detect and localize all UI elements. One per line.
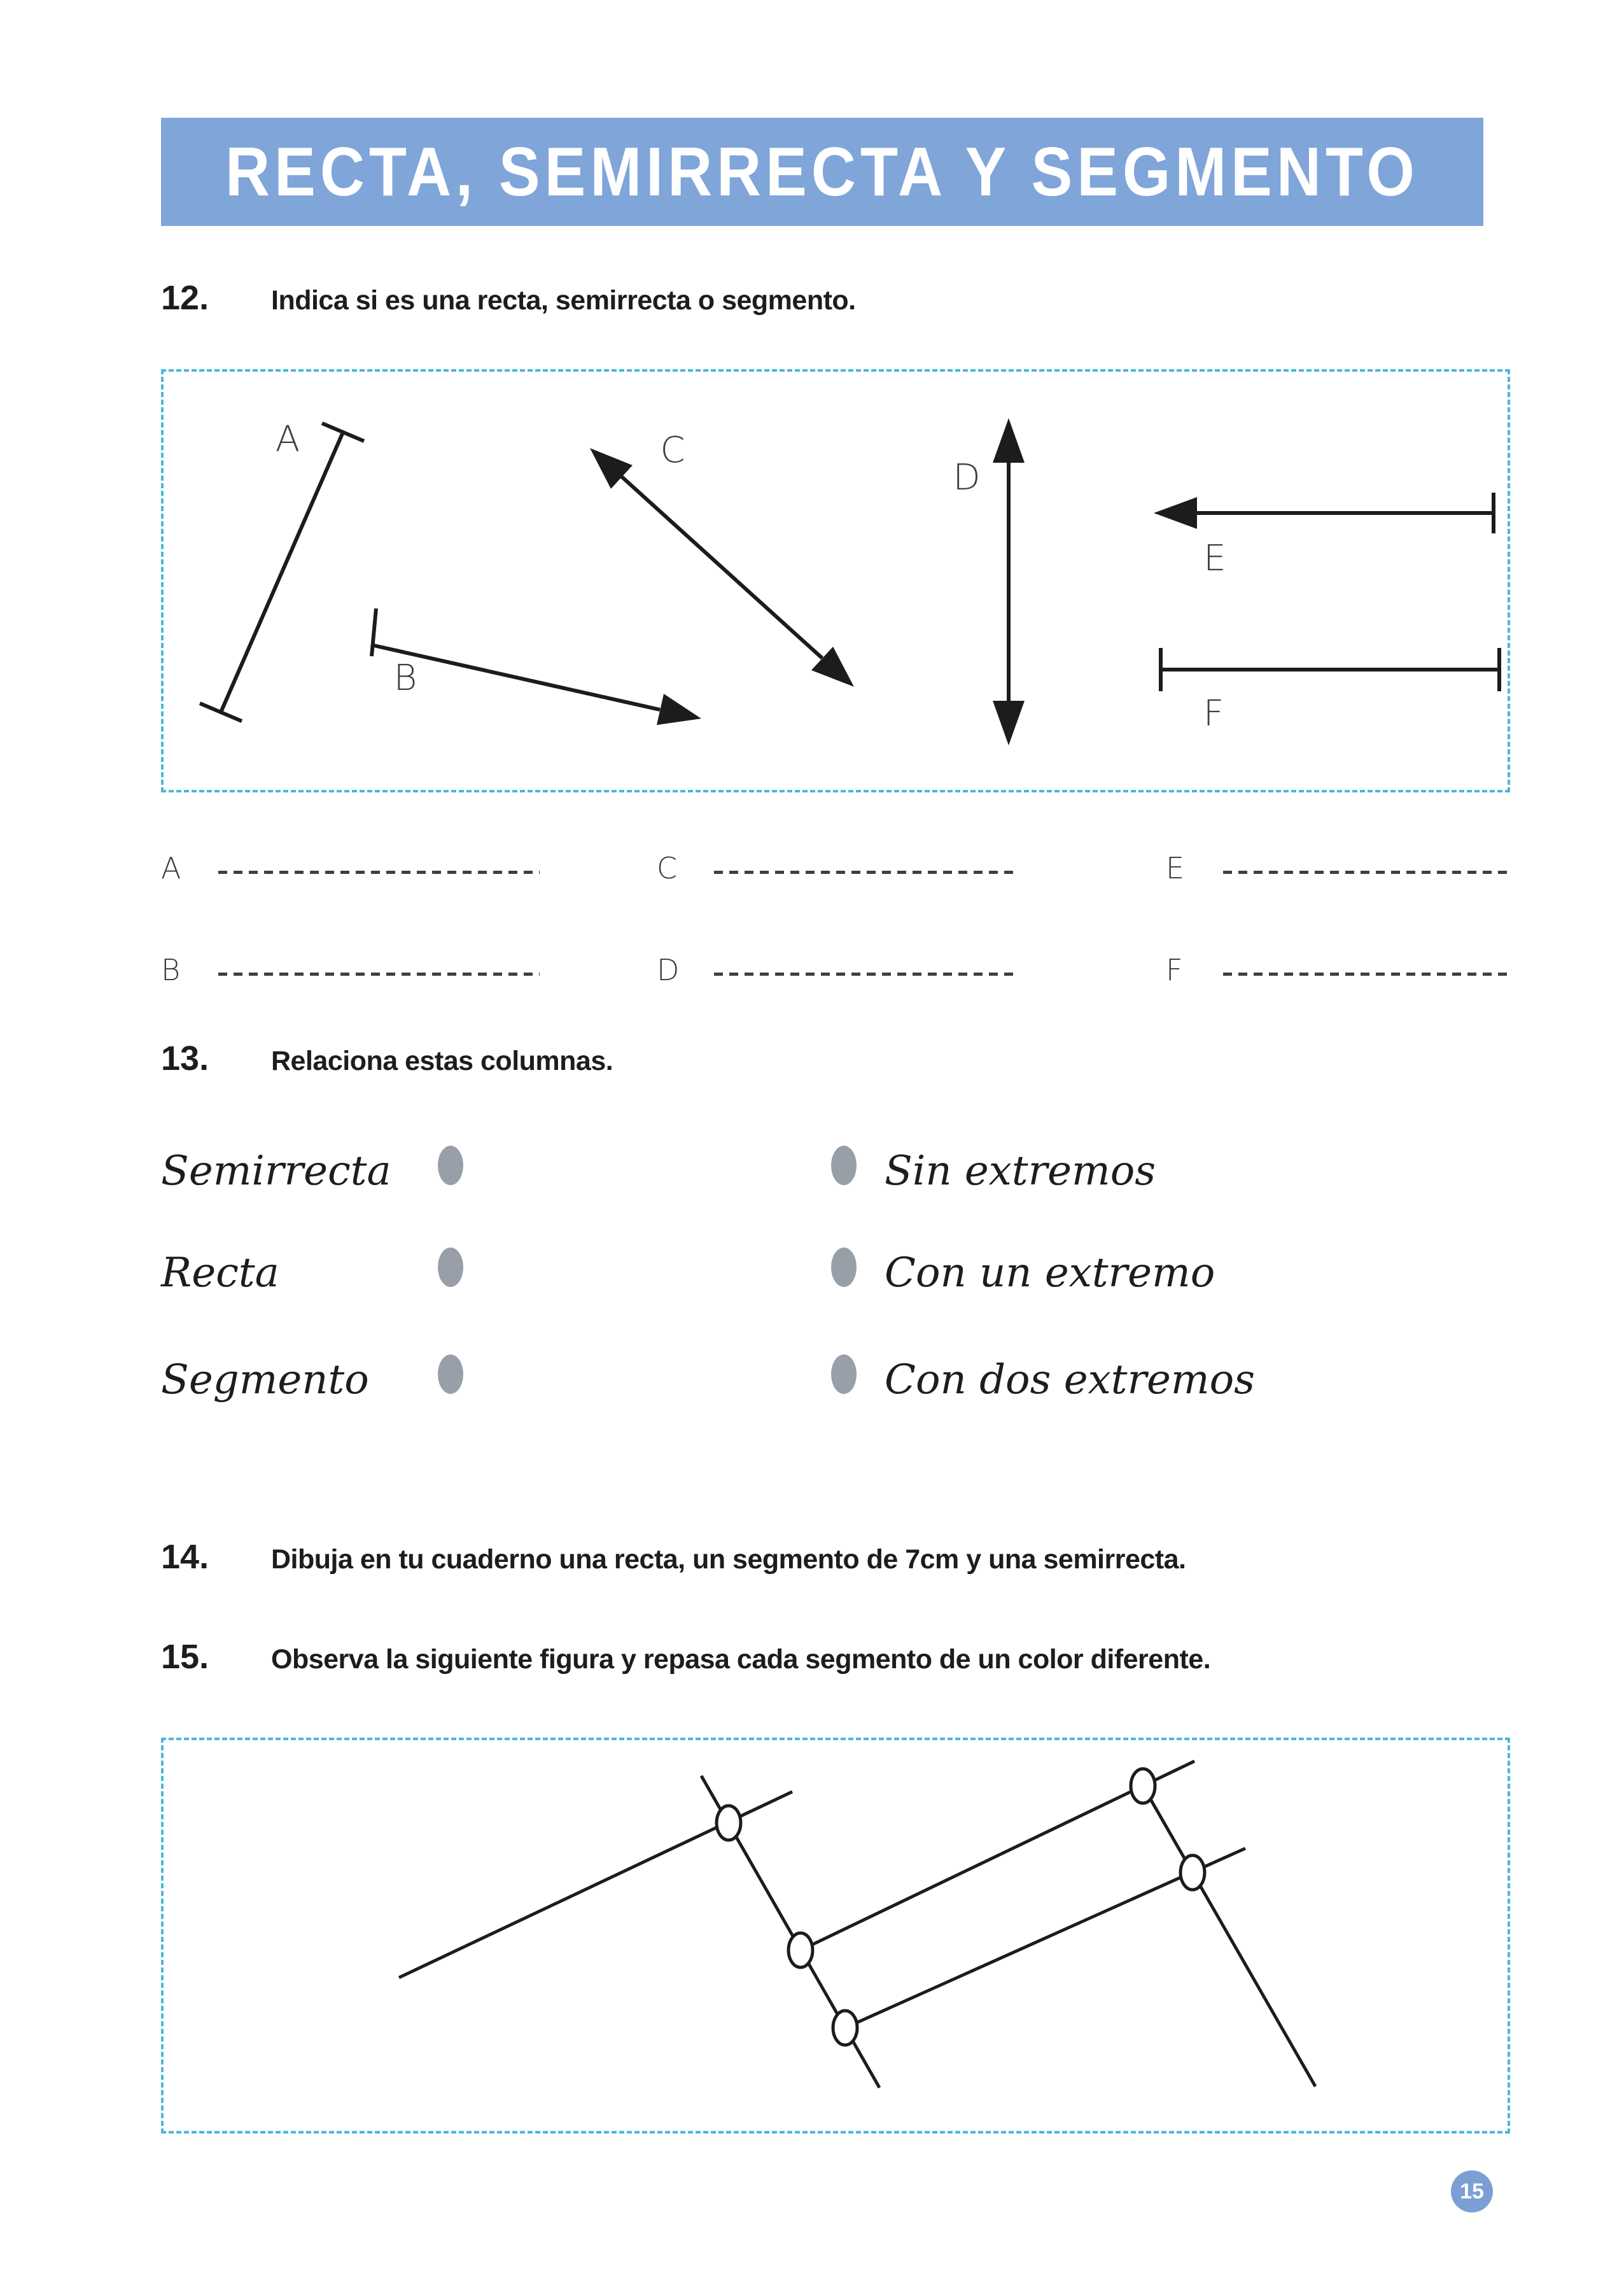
exercise-15-header [161,1637,1210,1677]
answer-blank-d[interactable] [714,973,1019,976]
exercise-number: 14. [161,1538,209,1576]
page-title: RECTA, SEMIRRECTA Y SEGMENTO [225,132,1419,211]
segment-a-tick-bottom [200,703,242,721]
answer-blank-f[interactable] [1223,973,1509,976]
answer-letter-e: E [1166,851,1185,885]
match-left-bullet-2[interactable] [438,1248,463,1287]
label-a: A [275,419,300,460]
answer-letter-c: C [657,851,678,885]
answer-letter-b: B [161,953,181,987]
answer-blank-c[interactable] [714,871,1019,874]
exercise-13-header [161,1039,613,1078]
header-banner [161,118,1483,226]
match-left-bullet-3[interactable] [438,1354,463,1394]
match-left-segmento: Segmento [161,1356,369,1403]
exercise-12-header [161,278,856,318]
line-d-arrowhead-top [993,418,1025,463]
ray-b-tick [372,608,376,656]
match-left-semirrecta: Semirrecta [161,1148,391,1195]
exercise-text: Indica si es una recta, semirrecta o segmento. [271,285,856,316]
answer-blank-e[interactable] [1223,871,1509,874]
match-right-bullet-2[interactable] [831,1248,857,1287]
exercise-text: Relaciona estas columnas. [271,1046,613,1076]
match-right-sin-extremos: Sin extremos [885,1148,1156,1195]
match-right-con-un-extremo: Con un extremo [885,1249,1215,1297]
match-left-recta: Recta [161,1249,279,1297]
intersection-node-5 [1180,1855,1205,1890]
intersection-node-3 [833,2011,857,2045]
match-right-bullet-1[interactable] [831,1146,857,1185]
answer-letter-f: F [1166,953,1183,987]
intersection-node-1 [717,1806,741,1840]
answer-blank-b[interactable] [218,973,540,976]
exercise-number: 12. [161,279,209,317]
match-right-bullet-3[interactable] [831,1354,857,1394]
segment-a-line [221,432,343,712]
page-number-badge [1451,2170,1493,2212]
exercise-text: Dibuja en tu cuaderno una recta, un segmento de 7cm y una semirrecta. [271,1544,1186,1575]
label-f: F [1203,693,1224,735]
figure-box-lines [161,369,1510,792]
line-c [622,477,822,658]
exercise-number: 13. [161,1039,209,1078]
figure-box-segments [161,1738,1510,2134]
segments-figure [164,1740,1508,2131]
label-c: C [660,430,685,471]
label-d: D [953,457,981,498]
match-right-con-dos-extremos: Con dos extremos [885,1356,1255,1403]
exercise-14-header [161,1537,1186,1577]
lines-figure [164,372,1508,790]
label-b: B [393,657,417,699]
answer-letter-a: A [161,851,181,885]
exercise-number: 15. [161,1638,209,1676]
intersection-node-4 [1131,1769,1155,1803]
page-number: 15 [1460,2179,1484,2204]
answer-letter-d: D [657,953,680,987]
fig15-line-5[interactable] [1143,1786,1315,2086]
intersection-node-2 [788,1933,813,1967]
match-left-bullet-1[interactable] [438,1146,463,1185]
answer-blank-a[interactable] [218,871,540,874]
segment-a-tick-top [322,423,364,441]
label-e: E [1203,538,1226,579]
line-d-arrowhead-bottom [993,701,1025,745]
ray-b-arrowhead [657,694,701,725]
exercise-text: Observa la siguiente figura y repasa cada segmento de un color diferente. [271,1644,1211,1675]
ray-e-arrowhead [1154,497,1197,529]
